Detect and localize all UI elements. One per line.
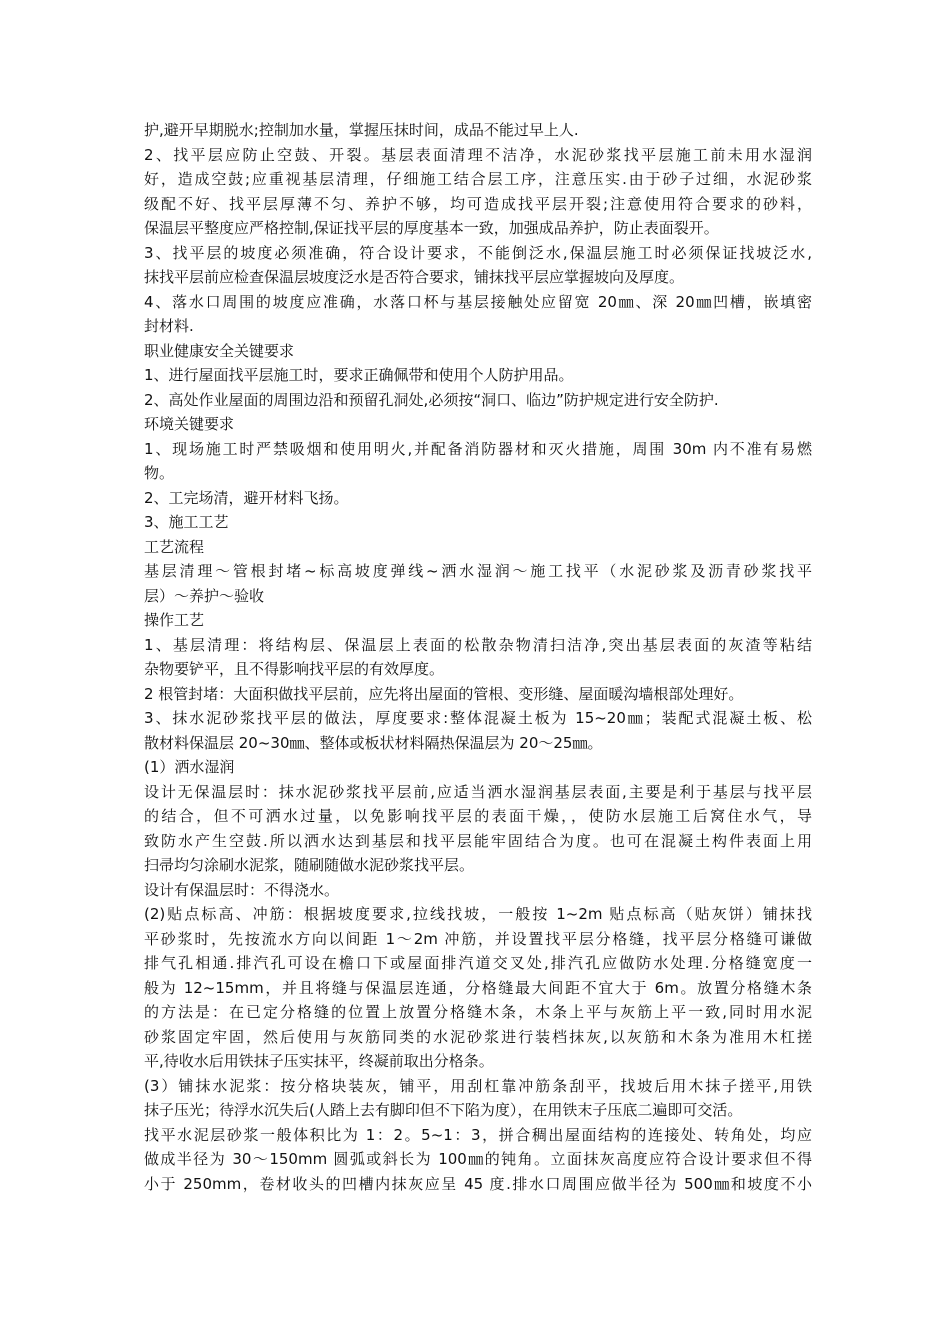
text-line: 好，造成空鼓;应重视基层清理，仔细施工结合层工序，注意压实.由于砂子过细，水泥砂浆 bbox=[144, 170, 812, 188]
text-line: 般为 12~15mm，并且将缝与保温层连通，分格缝最大间距不宜大于 6m。放置分格缝木条 bbox=[144, 978, 812, 997]
text-line: 1、进行屋面找平层施工时，要求正确佩带和使用个人防护用品。 bbox=[144, 366, 574, 384]
text-line: 小于 250mm，卷材收头的凹槽内抹灰应呈 45 度.排水口周围应做半径为 500㎜和坡度不小 bbox=[144, 1174, 812, 1193]
text-line: 1、基层清理：将结构层、保温层上表面的松散杂物清扫洁净,突出基层表面的灰渣等粘结 bbox=[144, 635, 812, 654]
text-line: 2、工完场清，避开材料飞扬。 bbox=[144, 488, 349, 507]
text-line: (3）铺抹水泥浆：按分格块装灰，铺平，用刮杠靠冲筋条刮平，找坡后用木抹子搓平,用铁 bbox=[144, 1076, 812, 1095]
text-line: 散材料保温层 20~30㎜、整体或板状材料隔热保温层为 20～25㎜。 bbox=[144, 733, 603, 752]
text-line: 设计无保温层时：抹水泥砂浆找平层前,应适当洒水湿润基层表面,主要是利于基层与找平层 bbox=[144, 782, 812, 801]
text-line: 2 根管封堵：大面积做找平层前，应先将出屋面的管根、变形缝、屋面暖沟墙根部处理好。 bbox=[144, 684, 744, 703]
text-line: 3、施工工艺 bbox=[144, 513, 229, 531]
text-line: 级配不好、找平层厚薄不匀、养护不够，均可造成找平层开裂;注意使用符合要求的砂料， bbox=[144, 194, 812, 213]
text-line: 1、现场施工时严禁吸烟和使用明火,并配备消防器材和灭火措施，周围 30m 内不准有易燃 bbox=[144, 439, 812, 458]
text-line: 物。 bbox=[144, 464, 175, 482]
text-line: 设计有保温层时：不得浇水。 bbox=[144, 880, 340, 899]
text-line: 抹子压光；待浮水沉失后(人踏上去有脚印但不下陷为度），在用铁末子压底二遍即可交活。 bbox=[144, 1101, 743, 1119]
text-line: 职业健康安全关键要求 bbox=[144, 341, 295, 360]
text-line: 平砂浆时，先按流水方向以间距 1～2m 冲筋，并设置找平层分格缝，找平层分格缝可谦做 bbox=[144, 929, 812, 948]
text-line: 操作工艺 bbox=[144, 611, 205, 629]
text-line: 2、找平层应防止空鼓、开裂。基层表面清理不洁净，水泥砂浆找平层施工前未用水湿润 bbox=[144, 145, 812, 164]
text-line: 的结合，但不可洒水过量，以免影响找平层的表面干燥，，使防水层施工后窝住水气，导 bbox=[144, 807, 812, 825]
text-line: 找平水泥层砂浆一般体积比为 1：2。5~1：3，拼合稠出屋面结构的连接处、转角处，均应 bbox=[144, 1125, 812, 1144]
text-line: 的方法是：在已定分格缝的位置上放置分格缝木条，木条上平与灰筋上平一致,同时用水泥 bbox=[144, 1003, 812, 1021]
text-line: 封材料. bbox=[144, 317, 194, 335]
text-line: 工艺流程 bbox=[144, 537, 205, 556]
text-line: 砂浆固定牢固，然后使用与灰筋同类的水泥砂浆进行装档抹灰,以灰筋和木条为准用木杠搓 bbox=[144, 1027, 812, 1046]
document-page bbox=[144, 118, 812, 1196]
text-line: 扫帚均匀涂刷水泥浆，随刷随做水泥砂浆找平层。 bbox=[144, 856, 475, 874]
text-line: 环境关键要求 bbox=[144, 415, 235, 433]
text-line: (1）洒水湿润 bbox=[144, 758, 235, 776]
text-line: 基层清理～管根封堵~标高坡度弹线~洒水湿润～施工找平（水泥砂浆及沥青砂浆找平 bbox=[144, 562, 812, 580]
text-line: 护,避开早期脱水;控制加水量，掌握压抹时间，成品不能过早上人. bbox=[144, 121, 579, 139]
text-line: 3、找平层的坡度必须准确，符合设计要求，不能倒泛水,保温层施工时必须保证找坡泛水, bbox=[144, 243, 812, 262]
text-line: (2)贴点标高、冲筋：根据坡度要求,拉线找坡，一般按 1~2m 贴点标高（贴灰饼）铺抹找 bbox=[144, 905, 812, 923]
text-line: 3、抹水泥砂浆找平层的做法，厚度要求:整体混凝土板为 15~20㎜；装配式混凝土板、松 bbox=[144, 709, 812, 727]
text-line: 平,待收水后用铁抹子压实抹平，终凝前取出分格条。 bbox=[144, 1052, 494, 1070]
text-line: 杂物要铲平，且不得影响找平层的有效厚度。 bbox=[144, 660, 445, 678]
text-line: 层）～养护～验收 bbox=[144, 586, 265, 605]
text-line: 抹找平层前应检查保温层坡度泛水是否符合要求，铺抹找平层应掌握坡向及厚度。 bbox=[144, 268, 685, 286]
text-line: 做成半径为 30～150mm 圆弧或斜长为 100㎜的钝角。立面抹灰高度应符合设计要求但不得 bbox=[144, 1150, 812, 1168]
text-line: 4、落水口周围的坡度应准确，水落口杯与基层接触处应留宽 20㎜、深 20㎜凹槽，嵌填密 bbox=[144, 292, 812, 311]
text-line: 2、高处作业屋面的周围边沿和预留孔洞处,必须按“洞口、临边”防护规定进行安全防护. bbox=[144, 390, 719, 409]
text-line: 致防水产生空鼓.所以洒水达到基层和找平层能牢固结合为度。也可在混凝土构件表面上用 bbox=[144, 831, 812, 850]
text-line: 排气孔相通.排汽孔可设在檐口下或屋面排汽道交叉处,排汽孔应做防水处理.分格缝宽度一 bbox=[144, 954, 812, 972]
text-line: 保温层平整度应严格控制,保证找平层的厚度基本一致，加强成品养护，防止表面裂开。 bbox=[144, 219, 719, 237]
